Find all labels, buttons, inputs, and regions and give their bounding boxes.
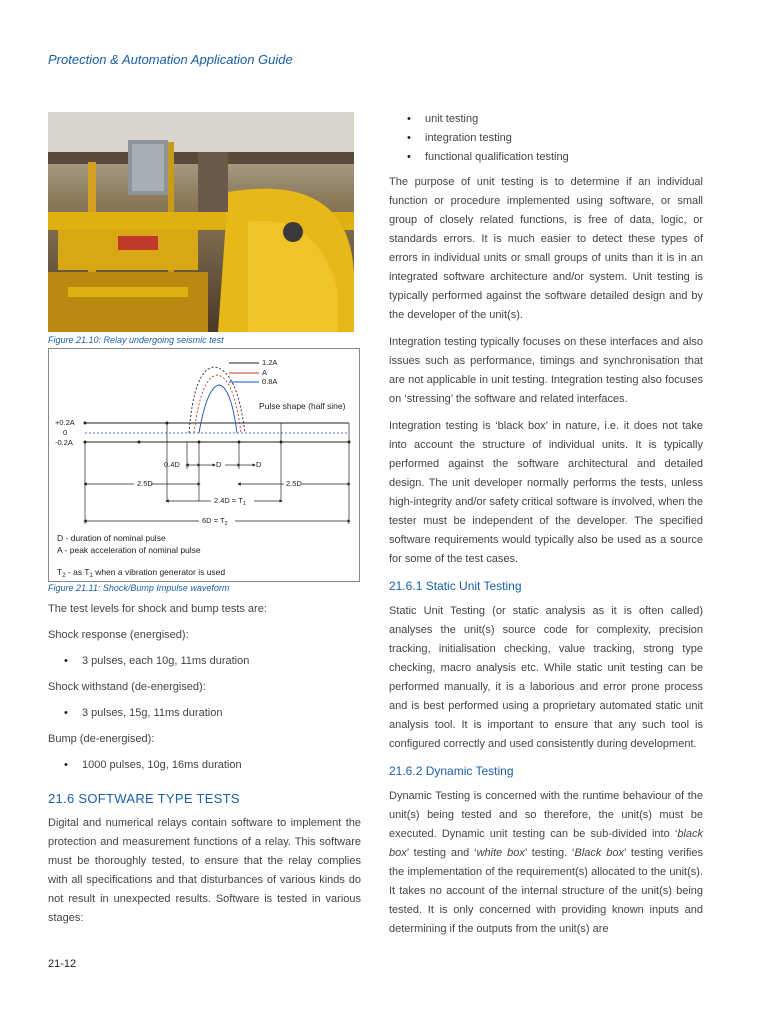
static-unit-testing-paragraph: Static Unit Testing (or static analysis as it is often called) analyses the unit(s) source code for complexity, precision tracking, initialisation checking, value tracking, strong type checking, macro analysis etc. While static unit testing can be performed manually, it is a laborious and error prone process and is best performed using a proprietary automated static unit analysis tool. It is important to ensure that any such tool is configured correctly and used consistently during development. <box>389 605 703 750</box>
list-item: • 3 pulses, each 10g, 11ms duration <box>64 652 361 671</box>
section-21-6-2-title: 21.6.2 Dynamic Testing <box>389 764 514 778</box>
shock-bump-waveform-figure <box>48 348 360 582</box>
dim-d-1: D <box>216 460 222 469</box>
shock-response-list <box>64 652 361 671</box>
pulse-0-8a <box>199 385 237 433</box>
note-a: A - peak acceleration of nominal pulse <box>57 545 201 555</box>
photo-illustration <box>48 112 354 332</box>
list-item: • functional qualification testing <box>407 148 703 167</box>
left-column <box>48 600 361 936</box>
integration-focus-paragraph: Integration testing typically focuses on these interfaces and also issues such as performance, timings and synchronisation that are not applicable in unit testing. Integration testing also focuses on ‘stressing’ the software and related interfaces. <box>389 336 703 405</box>
note-d: D - duration of nominal pulse <box>57 533 166 543</box>
legend-a: A <box>262 368 268 377</box>
list-item: • 3 pulses, 15g, 11ms duration <box>64 704 361 723</box>
legend-1-2a: 1.2A <box>262 358 278 367</box>
running-header: Protection & Automation Application Guide <box>48 52 293 67</box>
dim-0-4d: 0.4D <box>164 460 180 469</box>
unit-testing-paragraph: The purpose of unit testing is to determine if an individual function or procedure implemented using software, or small group of closely related functions, is free of data, logic, or standards errors. It is much easier to detect these types of errors in individual units or small groups of units than it is in an integrated software architecture and/or system. Unit testing is typically performed against the software detailed design and by the developer of the unit(s). <box>389 176 703 321</box>
dim-6d-t2: $6D = T_2$ <box>202 516 228 527</box>
right-column <box>389 110 703 947</box>
list-item: • unit testing <box>407 110 703 129</box>
y-label-plus: +0.2A <box>55 418 75 427</box>
shock-withstand-heading: Shock withstand (de-energised): <box>48 681 206 693</box>
list-item: • 1000 pulses, 10g, 16ms duration <box>64 756 361 775</box>
dim-2-5d-left: 2.5D <box>137 479 153 488</box>
dim-2-5d-right: 2.5D <box>286 479 302 488</box>
y-label-minus: -0.2A <box>55 438 73 447</box>
legend-0-8a: 0.8A <box>262 377 278 386</box>
shock-response-heading: Shock response (energised): <box>48 629 189 641</box>
relay-seismic-test-photo <box>48 112 354 332</box>
test-levels-intro: The test levels for shock and bump tests are: <box>48 603 267 615</box>
waveform-diagram <box>49 349 359 581</box>
y-label-zero: 0 <box>63 428 68 437</box>
shock-withstand-list <box>64 704 361 723</box>
section-21-6-title: 21.6 SOFTWARE TYPE TESTS <box>48 791 240 806</box>
bump-heading: Bump (de-energised): <box>48 733 155 745</box>
integration-blackbox-paragraph: Integration testing is ‘black box’ in nature, i.e. it does not take into account the structure of individual units. It is typically performed against the software architectural and detailed design. The unit developer normally performs the tests, unless high-integrity and/or safety critical software is involved, when the tester must be independent of the developer. The specified software requirements would typically also be used as a source for some of the test cases. <box>389 420 703 565</box>
dynamic-testing-paragraph: Dynamic Testing is concerned with the runtime behaviour of the unit(s) being tested and so therefore, the unit(s) must be executed. Dynamic unit testing can be sub-divided into ‘black box’ testing and ‘white box’ testing. ‘Black box’ testing verifies the implementation of the requirement(s) allocated to the unit(s). It takes no account of the internal structure of the unit(s) being tested. It is only concerned with providing known inputs and determining if the outputs from the unit(s) are <box>389 790 703 935</box>
bump-list <box>64 756 361 775</box>
pulse-shape-label: Pulse shape (half sine) <box>259 401 346 411</box>
figure-21-11-caption: Figure 21.11: Shock/Bump Impulse waveform <box>48 583 230 593</box>
section-21-6-1-title: 21.6.1 Static Unit Testing <box>389 579 522 593</box>
figure-21-10-caption: Figure 21.10: Relay undergoing seismic test <box>48 335 224 345</box>
note-t2: $T_2$ - as $T_1$ when a vibration generator is used <box>57 567 226 579</box>
list-item: • integration testing <box>407 129 703 148</box>
dim-d-2: D <box>256 460 262 469</box>
dim-2-4d-t1: $2.4D = T_1$ <box>214 496 246 507</box>
test-stages-list <box>389 110 703 167</box>
page-number: 21-12 <box>48 958 77 970</box>
section-21-6-paragraph: Digital and numerical relays contain software to implement the protection and measurement functions of a relay. This software must be thoroughly tested, to ensure that the relay complies with all specifications and that disturbances of various kinds do not result in unexpected results. Software is tested in various stages: <box>48 817 361 924</box>
